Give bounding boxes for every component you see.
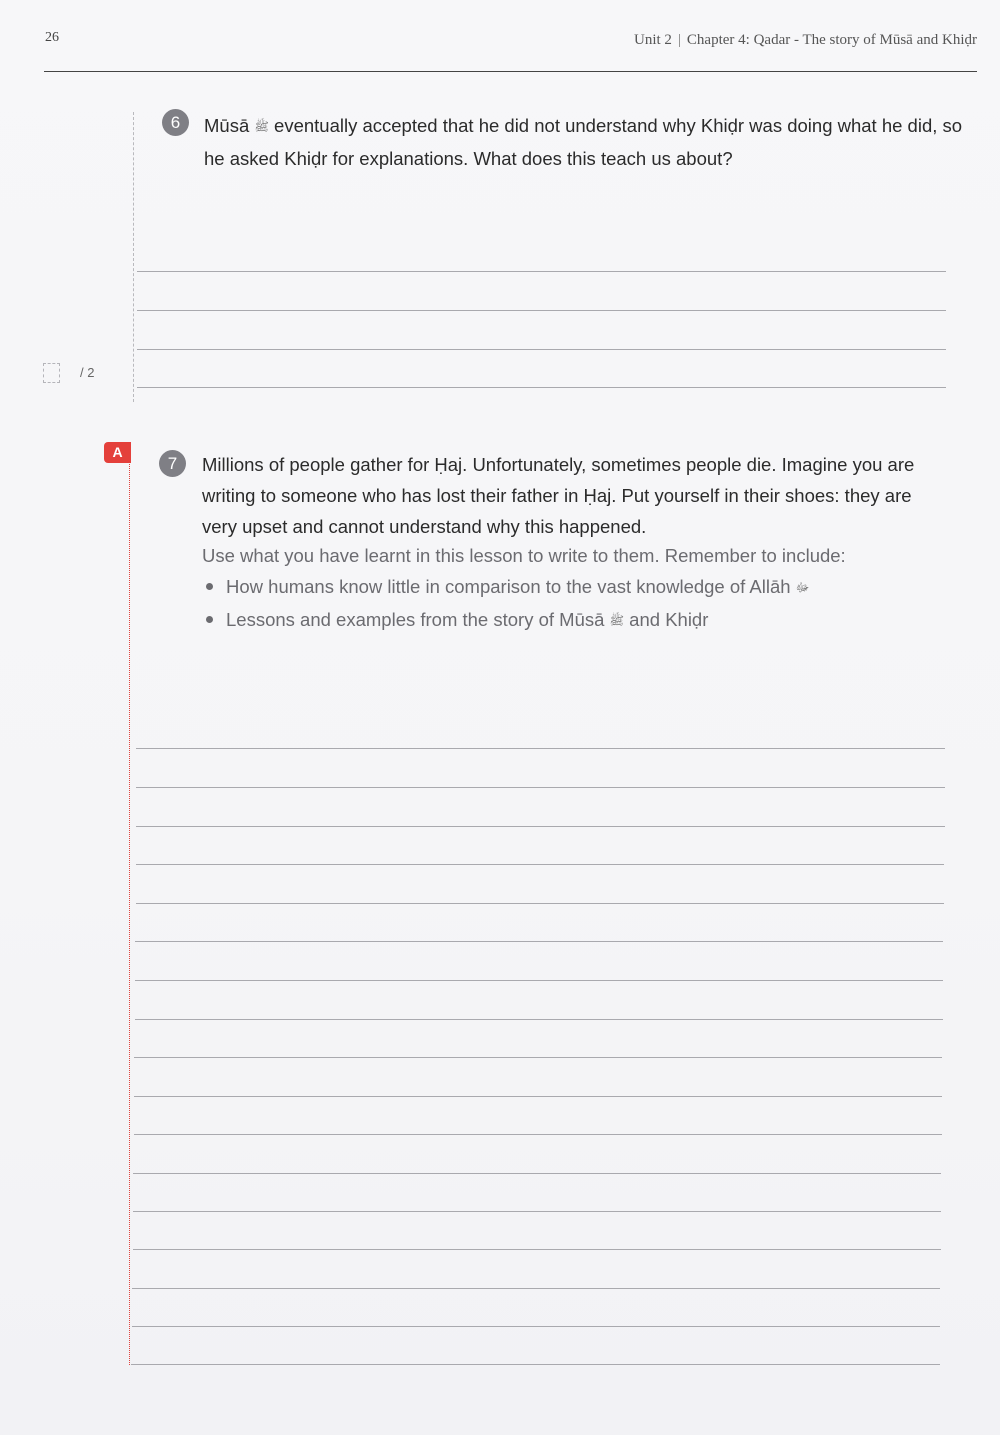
question-7-bullet-list [204, 571, 809, 636]
chapter-title: Chapter 4: Qadar - The story of Mūsā and Khiḍr [686, 32, 977, 48]
bullet-text-end: and Khiḍr [624, 608, 709, 630]
question-7-text: Millions of people gather for Ḥaj. Unfortunately, sometimes people die. Imagine you are writing to someone who has lost their father in Ḥaj. Put yourself in their shoes: they are very upset and cannot understand why this happened. [202, 454, 915, 537]
answer-line[interactable] [137, 310, 946, 311]
question-6-text-rest: eventually accepted that he did not understand why Khiḍr was doing what he did, so he asked Khiḍr for explanations. What does this teach us about? [204, 115, 963, 169]
answer-line[interactable] [132, 1288, 940, 1289]
bullet-text: How humans know little in comparison to the vast knowledge of Allāh [226, 576, 791, 597]
answer-line[interactable] [134, 1057, 942, 1058]
answer-line[interactable] [136, 864, 944, 865]
margin-line [133, 112, 134, 402]
answer-line[interactable] [137, 349, 946, 350]
answer-line[interactable] [133, 1211, 941, 1212]
header-rule [44, 71, 977, 72]
answer-line[interactable] [137, 387, 946, 388]
honorific-icon: ﷺ [254, 119, 269, 134]
answer-line[interactable] [134, 1096, 942, 1097]
answer-line[interactable] [136, 903, 944, 904]
question-6-text [204, 110, 964, 174]
answer-line[interactable] [135, 1019, 943, 1020]
question-7-number: 7 [159, 450, 186, 477]
answer-line[interactable] [132, 1326, 940, 1327]
answer-line[interactable] [131, 1364, 940, 1365]
bullet-icon [206, 616, 213, 623]
header-separator: | [677, 32, 681, 48]
list-item [204, 604, 809, 637]
running-head [634, 32, 977, 49]
page-number: 26 [45, 30, 59, 45]
score-total-label: / 2 [80, 365, 95, 380]
score-box[interactable] [43, 363, 60, 383]
answer-line[interactable] [135, 941, 943, 942]
question-6-number: 6 [162, 109, 189, 136]
list-item [204, 571, 809, 604]
honorific-icon: ﷺ [609, 613, 625, 628]
unit-label: Unit 2 [633, 32, 672, 48]
honorific-icon: ﷻ [795, 580, 810, 595]
bullet-text: Lessons and examples from the story of Mūsā [226, 608, 605, 630]
score-total [80, 365, 94, 380]
assessment-margin-line [129, 460, 130, 1365]
answer-line[interactable] [136, 748, 945, 749]
answer-line[interactable] [133, 1173, 941, 1174]
question-6-text-start: Mūsā [204, 115, 250, 136]
answer-line[interactable] [136, 787, 945, 788]
answer-line[interactable] [136, 826, 945, 827]
bullet-icon [206, 583, 213, 590]
answer-line[interactable] [133, 1249, 941, 1250]
answer-line[interactable] [137, 271, 946, 272]
assessment-badge: A [104, 442, 131, 463]
answer-line[interactable] [135, 980, 943, 981]
answer-line[interactable] [134, 1134, 942, 1135]
question-7-instruction: Use what you have learnt in this lesson to write to them. Remember to include: [202, 545, 846, 566]
